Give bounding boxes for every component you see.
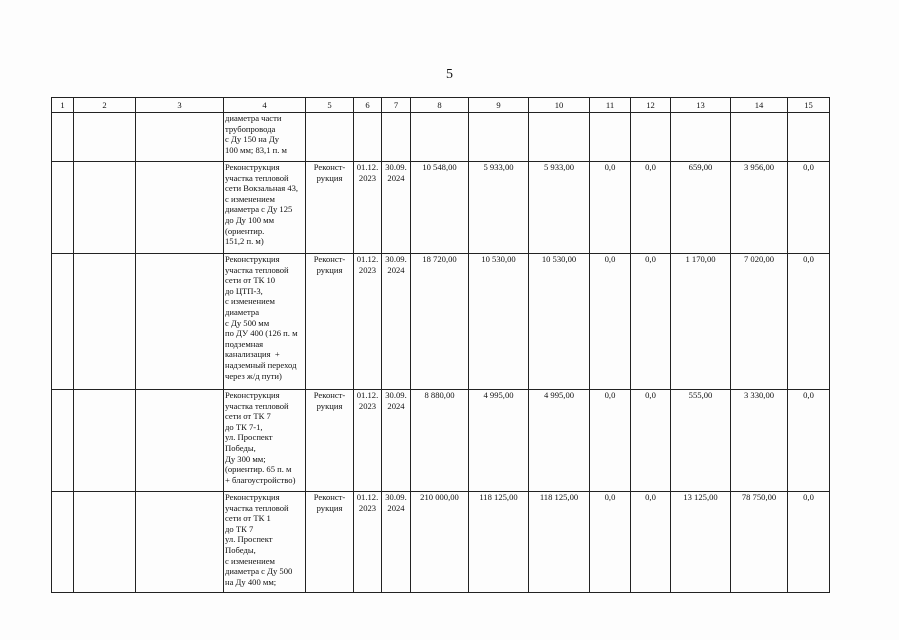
table-row-continuation <box>52 113 830 162</box>
header-cell: 13 <box>671 98 731 113</box>
header-cell: 5 <box>306 98 354 113</box>
value-cell: 1 170,00 <box>671 254 731 390</box>
header-cell: 15 <box>788 98 830 113</box>
end-date-cell: 30.09. 2024 <box>382 390 411 492</box>
header-cell: 1 <box>52 98 74 113</box>
object-name-cell: Реконструкция участка тепловой сети от ТК 10 до ЦТП-3, с изменением диаметра с Ду 500 мм по ДУ 400 (126 п. м подземная канализация + надземный переход через ж/д пути) <box>224 254 306 390</box>
value-cell: 78 750,00 <box>731 492 788 593</box>
value-cell: 3 330,00 <box>731 390 788 492</box>
table-cell <box>136 492 224 593</box>
table-cell <box>136 254 224 390</box>
table-row <box>52 492 830 593</box>
value-cell: 118 125,00 <box>469 492 529 593</box>
table-cell <box>52 254 74 390</box>
table-cell <box>74 390 136 492</box>
value-cell: 0,0 <box>590 390 631 492</box>
value-cell: 0,0 <box>788 254 830 390</box>
end-date-cell: 30.09. 2024 <box>382 162 411 254</box>
value-cell: 10 548,00 <box>411 162 469 254</box>
start-date-cell: 01.12. 2023 <box>354 492 382 593</box>
value-cell: 5 933,00 <box>469 162 529 254</box>
header-row <box>52 98 830 113</box>
value-cell: 0,0 <box>590 254 631 390</box>
table-cell <box>52 390 74 492</box>
header-cell: 6 <box>354 98 382 113</box>
work-type-cell: Реконст- рукция <box>306 254 354 390</box>
object-name-cell: Реконструкция участка тепловой сети Вокзальная 43, с изменением диаметра с Ду 125 до Ду 100 мм (ориентир. 151,2 п. м) <box>224 162 306 254</box>
table-cell <box>52 113 74 162</box>
end-date-cell: 30.09. 2024 <box>382 254 411 390</box>
table-cell <box>306 113 354 162</box>
header-cell: 12 <box>631 98 671 113</box>
value-cell: 555,00 <box>671 390 731 492</box>
value-cell: 5 933,00 <box>529 162 590 254</box>
object-name-cell: Реконструкция участка тепловой сети от ТК 1 до ТК 7 ул. Проспект Победы, с изменением диаметра с Ду 500 на Ду 400 мм; <box>224 492 306 593</box>
start-date-cell: 01.12. 2023 <box>354 254 382 390</box>
table-cell <box>52 162 74 254</box>
table-cell <box>136 390 224 492</box>
table-cell <box>74 254 136 390</box>
value-cell: 13 125,00 <box>671 492 731 593</box>
data-table <box>51 97 830 593</box>
value-cell: 8 880,00 <box>411 390 469 492</box>
value-cell: 0,0 <box>788 162 830 254</box>
start-date-cell: 01.12. 2023 <box>354 162 382 254</box>
table-row <box>52 254 830 390</box>
table-cell <box>74 113 136 162</box>
value-cell: 0,0 <box>631 162 671 254</box>
table-cell <box>590 113 631 162</box>
start-date-cell: 01.12. 2023 <box>354 390 382 492</box>
table-cell <box>671 113 731 162</box>
header-cell: 8 <box>411 98 469 113</box>
object-name-cell: Реконструкция участка тепловой сети от ТК 7 до ТК 7-1, ул. Проспект Победы, Ду 300 мм; (ориентир. 65 п. м + благоустройство) <box>224 390 306 492</box>
value-cell: 118 125,00 <box>529 492 590 593</box>
page-number: 5 <box>446 67 453 82</box>
header-cell: 3 <box>136 98 224 113</box>
table-cell <box>529 113 590 162</box>
table-cell <box>382 113 411 162</box>
value-cell: 659,00 <box>671 162 731 254</box>
value-cell: 0,0 <box>631 492 671 593</box>
table-cell <box>74 492 136 593</box>
work-type-cell: Реконст- рукция <box>306 162 354 254</box>
table-cell <box>469 113 529 162</box>
header-cell: 2 <box>74 98 136 113</box>
work-type-cell: Реконст- рукция <box>306 390 354 492</box>
table-row <box>52 162 830 254</box>
table-cell <box>136 113 224 162</box>
header-cell: 14 <box>731 98 788 113</box>
value-cell: 210 000,00 <box>411 492 469 593</box>
table-cell <box>731 113 788 162</box>
end-date-cell: 30.09. 2024 <box>382 492 411 593</box>
table-cell <box>136 162 224 254</box>
value-cell: 0,0 <box>788 492 830 593</box>
table-cell <box>788 113 830 162</box>
value-cell: 0,0 <box>590 492 631 593</box>
table-cell <box>631 113 671 162</box>
table-cell <box>411 113 469 162</box>
value-cell: 3 956,00 <box>731 162 788 254</box>
value-cell: 0,0 <box>788 390 830 492</box>
header-cell: 7 <box>382 98 411 113</box>
header-cell: 11 <box>590 98 631 113</box>
table-row <box>52 390 830 492</box>
work-type-cell: Реконст- рукция <box>306 492 354 593</box>
table-cell <box>354 113 382 162</box>
value-cell: 4 995,00 <box>469 390 529 492</box>
table-cell <box>52 492 74 593</box>
value-cell: 0,0 <box>590 162 631 254</box>
table-cell <box>74 162 136 254</box>
header-cell: 4 <box>224 98 306 113</box>
value-cell: 0,0 <box>631 254 671 390</box>
value-cell: 10 530,00 <box>529 254 590 390</box>
value-cell: 0,0 <box>631 390 671 492</box>
header-cell: 10 <box>529 98 590 113</box>
value-cell: 4 995,00 <box>529 390 590 492</box>
object-name-cell: диаметра части трубопровода с Ду 150 на Ду 100 мм; 83,1 п. м <box>224 113 306 162</box>
value-cell: 7 020,00 <box>731 254 788 390</box>
value-cell: 18 720,00 <box>411 254 469 390</box>
value-cell: 10 530,00 <box>469 254 529 390</box>
header-cell: 9 <box>469 98 529 113</box>
